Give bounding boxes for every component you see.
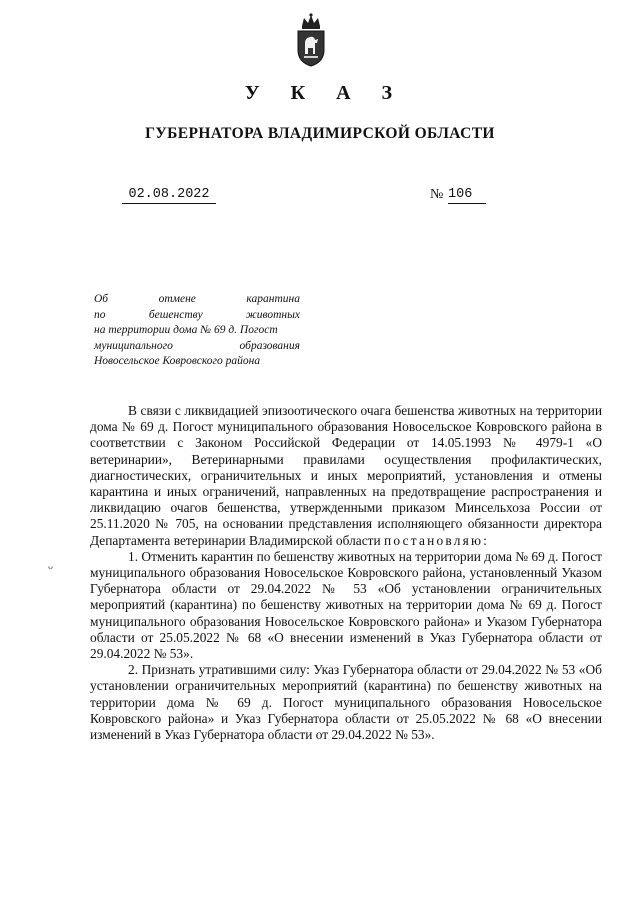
margin-mark: ᴗ: [48, 561, 53, 572]
decree-number: 106: [448, 187, 486, 204]
subject-line: Об отмене карантина: [94, 293, 300, 305]
subject-line: на территории дома № 69 д. Погост: [94, 324, 278, 336]
decree-word: постановляю:: [384, 532, 490, 548]
subject-line: по бешенству животных: [94, 308, 300, 321]
subject-line: Новосельское Ковровского района: [94, 355, 261, 367]
coat-of-arms-icon: [290, 12, 332, 68]
decree-title: У К А З: [244, 82, 406, 104]
decree-body: [90, 403, 602, 743]
preamble-text: В связи с ликвидацией эпизоотического очага бешенства животных на территории дома № 69 д. Погост муниципального образования Новосельское Ковровского района в соответствии с Законом Российской Федерации от 14.05.1993 № 4979-1 «О ветеринарии», Ветеринарными правилами осуществления профилактических, диагностических, ограничительных и иных мероприятий, установления и отмены карантина и иных ограничений, направленных на предотвращение распространения и ликвидацию очагов бешенства, утвержденными приказом Минсельхоза России от 25.11.2020 № 705, на основании представления исполняющего обязанности директора Департамента ветеринарии Владимирской области: [90, 403, 602, 548]
item-2-paragraph: 2. Признать утратившими силу: Указ Губернатора области от 29.04.2022 № 53 «Об установлении ограничительных мероприятий (карантина) по бешенству животных на территории дома № 69 д. Погост муниципального образования Новосельское Ковровского района» и Указ Губернатора области от 25.05.2022 № 68 «О внесении изменений в Указ Губернатора области от 29.04.2022 № 53».: [90, 662, 602, 743]
preamble-paragraph: [90, 403, 602, 549]
number-sign: №: [430, 187, 444, 202]
item-1-paragraph: 1. Отменить карантин по бешенству животных на территории дома № 69 д. Погост муниципального образования Новосельское Ковровского района, установленный Указом Губернатора области от 29.04.2022 № 53 «Об установлении ограничительных мероприятий (карантина) по бешенству животных на территории дома № 69 д. Погост муниципального образования Новосельское Ковровского района» и Указом Губернатора области от 25.05.2022 № 68 «О внесении изменений в Указ Губернатора области от 29.04.2022 № 53».: [90, 548, 602, 662]
decree-date: 02.08.2022: [122, 187, 216, 204]
issuer-title: ГУБЕРНАТОРА ВЛАДИМИРСКОЙ ОБЛАСТИ: [145, 125, 495, 142]
subject-line: муниципального образования: [94, 339, 300, 352]
decree-subject: [94, 292, 300, 370]
